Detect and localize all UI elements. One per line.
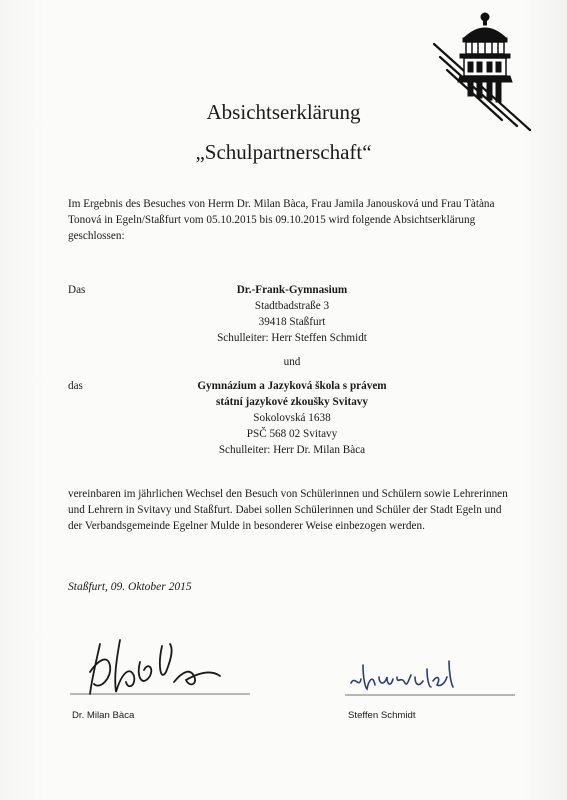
party2-block — [180, 378, 404, 458]
party2-city: PSČ 568 02 Svitavy — [246, 428, 338, 440]
signer-left-name: Dr. Milan Bàca — [72, 710, 135, 721]
party1-block — [180, 282, 404, 346]
party1-name: Dr.-Frank-Gymnasium — [236, 284, 348, 296]
party2-name-line1: Gymnázium a Jazyková škola s právem — [197, 380, 387, 392]
party2-label: das — [68, 380, 83, 392]
signer-right-name: Steffen Schmidt — [348, 710, 416, 721]
party1-head: Schulleiter: Herr Steffen Schmidt — [217, 332, 367, 344]
agreement-paragraph: vereinbaren im jährlichen Wechsel den Besuch von Schülerinnen und Schülern sowie Lehrerinnen und Lehrern in Svitavy und Staßfurt. Dabei sollen Schülerinnen und Schüler der Stadt Egeln und der Verbandsgemeinde Egelner Mulde in besonderer Weise einbezogen werden. — [68, 488, 508, 532]
document-subtitle: „Schulpartnerschaft“ — [195, 140, 372, 164]
party1-city: 39418 Staßfurt — [258, 316, 326, 328]
intro-paragraph: Im Ergebnis des Besuches von Herrn Dr. Milan Bàca, Frau Jamila Janousková und Frau Tàtàna Tonová in Egeln/Staßfurt vom 05.10.2015 bis 09.10.2015 wird folgende Absichtserklärung geschlossen: — [68, 198, 495, 242]
signature-right — [345, 655, 515, 700]
place-date: Staßfurt, 09. Oktober 2015 — [68, 581, 192, 593]
party1-label: Das — [68, 284, 86, 296]
party1-street: Stadtbadstraße 3 — [254, 300, 330, 312]
document-title: Absichtserklärung — [206, 100, 361, 124]
connector-text: und — [283, 356, 301, 368]
party2-name-line2: státní jazykové zkoušky Svitavy — [216, 396, 368, 408]
party2-street: Sokolovská 1638 — [253, 412, 331, 424]
signature-left — [70, 632, 250, 702]
party2-head: Schulleiter: Herr Dr. Milan Bàca — [218, 444, 366, 456]
